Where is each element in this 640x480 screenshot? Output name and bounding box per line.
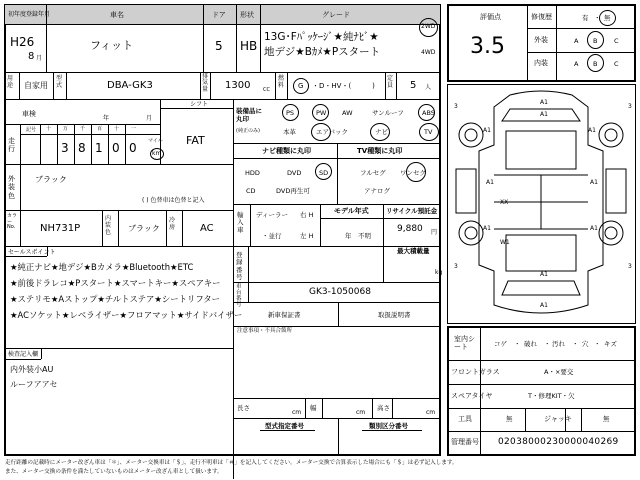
mileage-digit: 3	[61, 141, 69, 155]
import-left: 左 H	[300, 232, 314, 240]
mileage-divider	[108, 124, 109, 164]
seat-sep: ・	[544, 340, 551, 348]
mileage-divider	[57, 124, 58, 164]
diagram-label-rr: A1	[590, 225, 598, 232]
mileage-divider	[74, 124, 75, 164]
reg-no-label: 登録番号	[236, 251, 243, 282]
diagram-label-xx: XX	[500, 199, 509, 206]
mileage-unit: 十	[114, 126, 120, 132]
capacity: 5	[410, 80, 417, 91]
shape-label: 形状	[240, 11, 254, 19]
sales-line-4: ★ACソケット★レベライザー★フロアマット★サイドバイザー	[10, 310, 243, 320]
import-parallel: ・並行	[262, 232, 282, 240]
notes-label: 注意事項・不具合箇所	[237, 328, 293, 334]
diagram-label-trunk: A1	[540, 271, 548, 278]
mileage-unit: 万	[63, 126, 69, 132]
tv-title: TV種類に丸印	[357, 147, 403, 155]
width-label: 幅	[310, 404, 317, 412]
fuel-rest: ・D・HV・( )	[312, 82, 375, 90]
nav-item-hdd: HDD	[245, 169, 260, 177]
ac-label: 冷房	[169, 217, 176, 231]
ext-grade-b: B	[593, 37, 598, 45]
windshield-label: フロントガラス	[451, 368, 500, 376]
tv-item-analog: アナログ	[364, 187, 390, 195]
footer-line-1: 走行距離の記載時にメーター改ざん車は「＊」、メーター交換車は「＄」、走行不明車は「＃」を記入してください。メーター交換で合算表示した場合にも「＄」は必ず記入します。	[5, 460, 458, 466]
seat-item: 穴	[582, 340, 589, 348]
color-code-label: カラーNo.	[7, 213, 18, 230]
manual-label: 取扱説明書	[378, 311, 411, 319]
reg-year: H26	[10, 35, 35, 49]
int-grade-b: B	[593, 60, 598, 68]
model-label: 型式	[56, 75, 63, 89]
nav-item-dvd: DVD	[287, 169, 302, 177]
car-name-label: 車名	[110, 11, 124, 19]
chassis-value: GK3-1050068	[309, 287, 371, 297]
footer-line-2: また、メーター交換の条件を満たしていないものはメーター改ざん車として扱います。	[5, 469, 223, 475]
equip-sub: (純正のみ)	[236, 128, 260, 134]
drive-4wd: 4WD	[421, 49, 436, 56]
first-reg-label: 初年度登録年月	[8, 11, 51, 18]
interior-color-label: 内装色	[105, 215, 112, 236]
ac-value: AC	[200, 223, 214, 234]
max-load-label: 最大積載量	[397, 247, 430, 255]
inspector-line-2: ルーフアアセ	[10, 380, 58, 389]
tools-label: 工具	[458, 415, 472, 423]
color-value: ブラック	[35, 175, 67, 184]
car-damage-diagram	[448, 85, 635, 323]
score-label: 評価点	[480, 13, 501, 21]
km-label: km	[152, 150, 162, 157]
height-cm: cm	[426, 409, 436, 416]
grade-line2: 地デジ★Bｶﾒ★Pスタート	[264, 46, 381, 58]
mileage-digit: 1	[95, 141, 103, 155]
model-year: 年 不明	[345, 232, 371, 240]
tv-item-fullseg: フルセグ	[360, 169, 386, 177]
drive-2wd: 2WD	[421, 23, 436, 30]
use-value: 自家用	[24, 81, 48, 90]
mileage-unit: 一	[131, 126, 137, 132]
mileage-digit: 0	[129, 141, 137, 155]
displacement: 1300	[225, 80, 251, 91]
mileage-divider	[125, 124, 126, 164]
diagram-label-hood: A1	[540, 111, 548, 118]
mile-label: マイル	[148, 138, 163, 144]
model: DBA-GK3	[107, 80, 153, 91]
int-grade-a: A	[574, 60, 579, 68]
spare-tire-label: スペアタイヤ	[451, 392, 493, 400]
equip-item: AW	[342, 109, 353, 117]
sales-line-1: ★純正ナビ★地デジ★Bカメラ★Bluetooth★ETC	[10, 262, 194, 272]
seat-item: 汚れ	[552, 340, 565, 348]
mileage-unit: 千	[80, 126, 86, 132]
interior-seat-label: 室内シート	[454, 335, 475, 352]
equip-item: サンルーフ	[372, 109, 404, 117]
mileage-digit: 0	[112, 141, 120, 155]
diagram-label-rear: A1	[540, 302, 548, 309]
new-warranty-label: 新車保証書	[268, 311, 301, 319]
mileage-digit: 8	[78, 141, 86, 155]
inspector-line-1: 内外装小AU	[10, 365, 54, 374]
inspector-label: 検査記入欄	[8, 351, 39, 358]
ext-grade-c: C	[614, 37, 619, 45]
equip-item: ナビ	[375, 128, 388, 136]
diagram-label-w1: W1	[500, 239, 510, 246]
diagram-label-rf: A1	[588, 127, 596, 134]
mileage-divider	[91, 124, 92, 164]
tv-item-oneseg: ワンセグ	[400, 169, 426, 177]
use-label: 用途	[7, 75, 14, 89]
shift-label: シフト	[190, 101, 209, 108]
repair-label: 修復歴	[531, 13, 552, 21]
shift-value: FAT	[186, 134, 205, 147]
mileage-unit: 百	[97, 126, 103, 132]
mileage-label: 走行	[8, 137, 15, 154]
diagram-label-lf: A1	[483, 127, 491, 134]
inspection-month-unit: 月	[146, 115, 153, 122]
width-cm: cm	[356, 409, 366, 416]
seat-item: コゲ	[494, 340, 507, 348]
equip-item: TV	[424, 128, 433, 136]
mileage-divider	[40, 124, 41, 164]
jack-value: 無	[603, 415, 610, 423]
nav-item-dvdplay: DVD再生可	[276, 187, 310, 195]
exterior-label: 外装	[534, 36, 548, 44]
mgmt-label: 管理番号	[451, 438, 479, 446]
capacity-unit: 人	[425, 84, 432, 91]
diagram-label-lr: A1	[483, 225, 491, 232]
spare-tire-value: T・修理KIT・欠	[528, 392, 575, 400]
side-mark-1: 3	[454, 103, 458, 110]
tools-value: 無	[506, 415, 513, 423]
length-label: 長さ	[237, 404, 250, 412]
seat-sep: ・	[594, 340, 601, 348]
shape: HB	[240, 39, 258, 53]
nav-item-sd: SD	[319, 169, 329, 177]
height-label: 高さ	[377, 404, 390, 412]
grade-line1: 13G･Fﾊﾟｯｹｰｼﾞ★純ﾅﾋﾞ★	[264, 31, 379, 43]
windshield-value: A・×要交	[544, 368, 574, 376]
side-mark-2: 3	[628, 103, 632, 110]
diagram-label-rd: A1	[590, 179, 598, 186]
type-designation-label: 型式指定番号	[265, 422, 304, 430]
fuel-g: G	[298, 82, 304, 90]
seat-item: キズ	[604, 340, 617, 348]
recycle-yen: 円	[431, 229, 438, 236]
mileage-unit: 十	[46, 126, 52, 132]
equip-item: ABS	[422, 109, 435, 117]
equip-item: 本革	[283, 128, 296, 136]
int-grade-c: C	[614, 60, 619, 68]
nav-item-cd: CD	[246, 187, 256, 195]
equip-item: エアバック	[316, 128, 348, 136]
score-value: 3.5	[470, 34, 505, 59]
equip-item: PS	[286, 109, 295, 117]
color-change-note: ( ) 色替車は色替と記入	[142, 197, 205, 204]
reg-month: 8	[28, 51, 35, 62]
side-mark-4: 3	[628, 263, 632, 270]
interior-color: ブラック	[128, 224, 160, 233]
repair-none: 無	[604, 14, 611, 22]
doors-label: ドア	[212, 11, 226, 19]
ext-grade-a: A	[574, 37, 579, 45]
sales-line-3: ★ステリモ★Aストップ★チルトステア★シートリフター	[10, 294, 220, 304]
doors: 5	[215, 39, 223, 53]
recycle-label: リサイクル預託金	[386, 207, 438, 215]
class-number-label: 類別区分番号	[369, 422, 408, 430]
mileage-unit-head: 記号	[26, 127, 37, 133]
fuel-label: 燃料	[278, 75, 285, 89]
capacity-label: 定員	[387, 75, 394, 89]
import-dealer: ディーラー	[256, 211, 288, 219]
side-mark-3: 3	[454, 263, 458, 270]
grade-label: グレード	[322, 11, 350, 19]
jack-label: ジャッキ	[544, 415, 572, 423]
seat-item: 破れ	[524, 340, 537, 348]
import-label: 輸入車	[237, 211, 244, 234]
seat-sep: ・	[572, 340, 579, 348]
diagram-label-ld: A1	[486, 179, 494, 186]
nav-title: ナビ種類に丸印	[262, 147, 311, 155]
chassis-label: 車台番号	[236, 284, 242, 309]
diagram-label-front: A1	[540, 99, 548, 106]
color-code: NH731P	[40, 223, 81, 234]
seat-sep: ・	[514, 340, 521, 348]
import-right: 右 H	[300, 211, 314, 219]
recycle-value: 9,880	[397, 224, 423, 234]
displacement-label: 排気量	[202, 73, 209, 93]
length-cm: cm	[292, 409, 302, 416]
sales-points-label: セールスポイント	[8, 249, 56, 256]
car-name: フィット	[90, 39, 134, 52]
interior-label: 内装	[534, 59, 548, 67]
cc-unit: CC	[263, 87, 270, 93]
inspection-year-unit: 年	[103, 115, 110, 122]
sales-line-2: ★前後ドラレコ★Pスタート★スマートキー★スペアキー	[10, 278, 221, 288]
repair-yes: 有	[582, 14, 589, 22]
equip-item: PW	[316, 109, 327, 117]
color-label: 外装色	[8, 175, 15, 200]
inspection-label: 車検	[22, 110, 36, 118]
model-year-label: モデル年式	[334, 207, 369, 215]
mgmt-value: 02038000230000040269	[498, 437, 619, 447]
equip-title: 装備品に丸印	[236, 107, 262, 123]
max-load-kg: kg	[435, 269, 443, 276]
reg-month-unit: 月	[36, 55, 43, 62]
